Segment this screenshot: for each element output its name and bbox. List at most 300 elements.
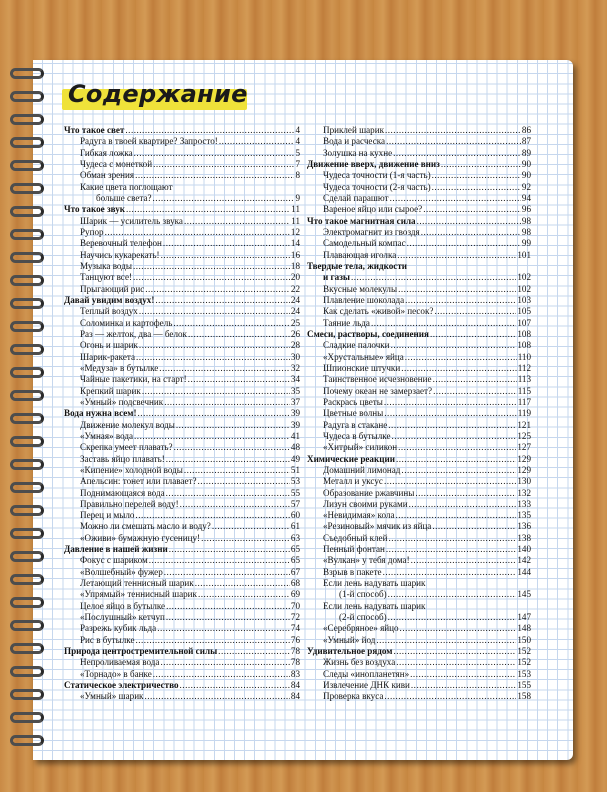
toc-page-number: 30 [290,351,300,362]
toc-page-number: 98 [521,226,531,237]
toc-page-number: 129 [517,464,531,475]
toc-leader-dots [134,148,295,159]
toc-entry [64,340,300,351]
toc-entry [307,170,531,181]
toc-leader-dots [198,476,290,487]
toc-entry-title: Огонь и шарик [80,340,138,351]
toc-section-heading [64,408,300,419]
toc-entry-title: и газы [323,272,350,283]
binding-ring [10,620,44,631]
toc-page-number: 155 [517,680,531,691]
toc-page-number: 108 [517,340,531,351]
toc-leader-dots [153,159,294,170]
toc-entry [64,601,300,612]
toc-entry-title: Крепкий шарик [80,385,141,396]
toc-entry [307,204,531,215]
toc-entry-title: Чудеса точности (1-я часть) [323,170,431,181]
toc-entry-title: Смеси, растворы, соединения [307,328,429,339]
toc-entry [64,567,300,578]
toc-leader-dots [174,442,290,453]
toc-entry-title: Что такое магнитная сила [307,215,416,226]
toc-page-number: 72 [290,612,300,623]
binding-ring [10,735,44,746]
toc-entry-title: Научись кукарекать! [80,249,160,260]
toc-page-number: 7 [295,158,300,169]
toc-leader-dots [432,521,516,532]
toc-entry-title: «Волшебный» фужер [80,566,163,577]
toc-page-number: 140 [517,544,531,555]
binding-ring [10,689,44,700]
toc-leader-dots [139,340,290,351]
toc-page-number: 24 [290,306,300,317]
toc-entry-title: Проверка вкуса [323,691,384,702]
toc-leader-dots [401,363,516,374]
toc-entry-title: «Хитрый» силикон [323,442,398,453]
toc-leader-dots [384,691,516,702]
toc-page-number: 112 [517,362,531,373]
toc-entry-title: Следы «инопланетян» [323,668,410,679]
toc-leader-dots [396,454,516,465]
toc-entry-title: Музыка воды [80,260,132,271]
toc-page-number: 99 [521,238,531,249]
toc-entry-title: Радуга в стакане [323,419,388,430]
toc-entry [64,488,300,499]
toc-entry-title: Лизун своими руками [323,498,408,509]
toc-entry-title: «Торнадо» в банке [80,668,152,679]
toc-entry [64,657,300,668]
toc-left-column [64,125,300,703]
toc-leader-dots [136,352,290,363]
toc-leader-dots [388,612,517,623]
toc-leader-dots [390,193,521,204]
toc-entry-title: Фокус с шариком [80,555,148,566]
toc-entry [64,454,300,465]
toc-entry-title: «Умный» йод [323,634,376,645]
toc-entry-title: «Хрустальные» яйца [323,351,404,362]
toc-page-number: 83 [290,668,300,679]
toc-entry [64,182,300,193]
toc-page-number: 102 [517,283,531,294]
toc-entry [64,623,300,634]
binding-ring [10,574,44,585]
toc-entry-title: Если лень надувать шарик [323,600,426,611]
toc-entry [307,363,531,374]
toc-entry-title: Чудеса точности (2-я часть) [323,181,431,192]
toc-page-number: 115 [517,385,531,396]
toc-entry [64,691,300,702]
toc-page-number: 78 [290,646,300,657]
toc-entry-title: Раз — желток, два — белок [80,328,187,339]
toc-page-number: 152 [517,646,531,657]
toc-leader-dots [201,533,290,544]
toc-page-number: 147 [517,612,531,623]
toc-leader-dots [153,669,290,680]
toc-section-heading [307,159,531,170]
toc-entry-title: (2-й способ) [339,612,387,623]
toc-entry-title: Чудеса в бутылке [323,430,391,441]
toc-page-number: 11 [291,215,300,226]
toc-page-number: 145 [517,589,531,600]
toc-entry-title: Домашний лимонад [323,464,401,475]
toc-page-number: 25 [290,317,300,328]
toc-page-number: 51 [290,464,300,475]
toc-section-heading [307,646,531,657]
toc-entry [307,578,531,589]
toc-entry [307,635,531,646]
toc-entry [307,601,531,612]
toc-leader-dots [384,397,517,408]
toc-entry [307,238,531,249]
toc-page-number: 153 [517,668,531,679]
page-title-text: Содержание [68,80,248,108]
toc-leader-dots [133,261,290,272]
toc-section-heading [307,261,531,272]
toc-entry-title: Плавление шоколада [323,294,405,305]
binding-ring [10,482,44,493]
toc-page-number: 92 [521,181,531,192]
toc-page-number: 41 [290,430,300,441]
toc-entry [307,408,531,419]
spiral-binding [10,68,50,758]
toc-entry-title: Вода нужна всем! [64,408,137,419]
toc-entry-title: Взрыв в пакете [323,566,382,577]
toc-entry-title: Чайные пакетики, на старт! [80,374,187,385]
toc-entry [64,521,300,532]
toc-entry [64,612,300,623]
toc-entry [307,465,531,476]
toc-entry-title: Таяние льда [323,317,370,328]
toc-leader-dots [434,306,516,317]
toc-entry-title: Чудеса с монеткой [80,158,153,169]
binding-ring [10,91,44,102]
toc-page-number: 136 [517,521,531,532]
toc-leader-dots [411,680,516,691]
toc-leader-dots [173,318,290,329]
toc-section-heading [307,216,531,227]
toc-page-number: 48 [290,442,300,453]
toc-entry-title: Таинственное исчезновение [323,374,432,385]
binding-ring [10,68,44,79]
toc-entry [307,250,531,261]
toc-entry-title: «Оживи» бумажную гусеницу! [80,532,201,543]
toc-leader-dots [393,646,516,657]
toc-leader-dots [166,601,290,612]
toc-entry [64,148,300,159]
toc-entry [64,578,300,589]
toc-leader-dots [155,295,290,306]
toc-page-number: 76 [290,634,300,645]
toc-entry-title: «Умный» подсвечник [80,396,164,407]
toc-entry-title: Приклей шарик [323,125,384,135]
toc-entry [64,374,300,385]
toc-leader-dots [433,386,517,397]
binding-ring [10,298,44,309]
toc-entry-title: Давай увидим воздух! [64,294,155,305]
binding-ring [10,528,44,539]
toc-entry [64,555,300,566]
toc-page-number: 78 [290,657,300,668]
toc-section-heading [307,272,531,283]
toc-entry-title: Веревочный телефон [80,238,162,249]
binding-ring [10,436,44,447]
toc-entry-title: Золушка на кухне [323,147,393,158]
toc-entry [64,261,300,272]
toc-entry [307,488,531,499]
toc-entry-title: «Кипение» холодной воды [80,464,183,475]
binding-ring [10,252,44,263]
toc-leader-dots [125,125,294,136]
toc-section-heading [64,646,300,657]
toc-entry-title: «Медуза» в бутылке [80,362,159,373]
toc-leader-dots [371,318,516,329]
toc-page-number: 127 [517,442,531,453]
toc-entry-title: Вода и расческа [323,136,386,147]
toc-page-number: 90 [521,170,531,181]
toc-leader-dots [138,408,290,419]
toc-page-number: 108 [517,328,531,339]
binding-ring [10,643,44,654]
toc-leader-dots [153,193,295,204]
toc-entry-title: Жизнь без воздуха [323,657,396,668]
binding-ring [10,321,44,332]
toc-leader-dots [135,635,289,646]
toc-entry [307,533,531,544]
toc-leader-dots [384,408,516,419]
toc-leader-dots [166,488,290,499]
toc-page-number: 39 [290,419,300,430]
toc-page-number: 105 [517,306,531,317]
binding-ring [10,275,44,286]
toc-entry [64,442,300,453]
toc-leader-dots [400,623,517,634]
toc-entry [64,363,300,374]
toc-entry-title: Образование ржавчины [323,487,415,498]
binding-ring [10,367,44,378]
toc-entry [307,306,531,317]
toc-entry [307,589,531,600]
toc-leader-dots [219,136,295,147]
toc-page-number: 94 [521,192,531,203]
toc-page-number: 26 [290,328,300,339]
toc-leader-dots [385,125,521,136]
binding-ring [10,206,44,217]
toc-leader-dots [180,499,290,510]
toc-page-number: 138 [517,532,531,543]
toc-page-number: 101 [517,249,531,260]
toc-section-heading [64,295,300,306]
toc-section-heading [307,329,531,340]
toc-entry [307,691,531,702]
toc-entry-title: Разрежь кубик льда [80,623,157,634]
toc-entry-title: Цветные волны [323,408,384,419]
toc-page-number: 24 [290,294,300,305]
toc-entry-title: «Послушный» кетчуп [80,612,165,623]
toc-entry [64,510,300,521]
toc-section-heading [64,204,300,215]
toc-section-heading [64,680,300,691]
toc-page-number: 68 [290,578,300,589]
toc-entry-title: Теплый воздух [80,306,138,317]
toc-entry [64,386,300,397]
toc-entry [64,476,300,487]
toc-entry-title: Поднимающаяся вода [80,487,165,498]
toc-entry-title: Правильно перелей воду! [80,498,179,509]
toc-entry-title: больше света? [96,192,152,203]
toc-entry-title: Металл и уксус [323,476,383,487]
binding-ring [10,551,44,562]
toc-leader-dots [161,250,290,261]
toc-leader-dots [184,216,290,227]
toc-leader-dots [212,521,290,532]
toc-entry-title: Шпионские штучки [323,362,401,373]
toc-leader-dots [386,544,516,555]
binding-ring [10,459,44,470]
toc-leader-dots [188,374,290,385]
toc-entry-title: Давление в нашей жизни [64,544,168,555]
toc-leader-dots [405,295,516,306]
toc-page-number: 57 [290,498,300,509]
toc-leader-dots [135,510,289,521]
binding-ring [10,597,44,608]
toc-page-number: 4 [295,125,300,135]
toc-entry [64,272,300,283]
toc-leader-dots [393,148,521,159]
toc-entry [307,623,531,634]
toc-leader-dots [411,555,517,566]
toc-leader-dots [388,420,516,431]
toc-entry-title: Плавающая иголка [323,249,397,260]
toc-leader-dots [441,159,521,170]
toc-entry-title: Вареное яйцо или сырое? [323,204,423,215]
toc-section-heading [307,454,531,465]
toc-leader-dots [398,442,516,453]
toc-page-number: 102 [517,272,531,283]
toc-leader-dots [198,589,290,600]
toc-page-number: 5 [295,147,300,158]
toc-entry [307,193,531,204]
toc-entry-title: «Вулкан» у тебя дома! [323,555,410,566]
toc-entry [64,465,300,476]
toc-entry [307,386,531,397]
toc-page-number: 9 [295,192,300,203]
toc-leader-dots [430,329,516,340]
toc-entry-title: Вкусные молекулы [323,283,398,294]
toc-leader-dots [159,363,290,374]
toc-entry-title: Почему океан не замерзает? [323,385,433,396]
toc-entry [307,374,531,385]
toc-page-number: 135 [517,510,531,521]
toc-page-number: 117 [517,396,531,407]
toc-page-number: 125 [517,430,531,441]
toc-leader-dots [135,170,294,181]
toc-entry [307,657,531,668]
toc-page-number: 61 [290,521,300,532]
toc-entry [307,148,531,159]
toc-leader-dots [134,431,290,442]
toc-page-number: 133 [517,498,531,509]
toc-entry-title: Химические реакции [307,453,395,464]
toc-entry [64,589,300,600]
toc-entry [307,227,531,238]
toc-section-heading [64,125,300,136]
toc-section-heading [64,544,300,555]
toc-page-number: 144 [517,566,531,577]
toc-entry-title: Что такое свет [64,125,125,135]
toc-leader-dots [164,397,290,408]
toc-page-number: 32 [290,362,300,373]
toc-entry [307,420,531,431]
toc-leader-dots [398,284,516,295]
toc-page-number: 142 [517,555,531,566]
toc-leader-dots [145,284,290,295]
toc-entry-title: Гибкая ложка [80,147,133,158]
toc-leader-dots [105,227,290,238]
toc-entry-title: «Упрямый» теннисный шарик [80,589,197,600]
toc-leader-dots [432,170,521,181]
toc-leader-dots [423,204,521,215]
toc-page-number: 119 [517,408,531,419]
toc-leader-dots [160,657,289,668]
toc-entry-title: Какие цвета поглощают [80,181,173,192]
toc-page-number: 107 [517,317,531,328]
toc-page-number: 103 [517,294,531,305]
toc-entry [307,555,531,566]
toc-leader-dots [195,578,290,589]
toc-page-number: 96 [521,204,531,215]
toc-entry [307,318,531,329]
toc-leader-dots [407,238,521,249]
toc-entry-title: Самодельный компас [323,238,406,249]
toc-page-number: 35 [290,385,300,396]
toc-leader-dots [166,612,290,623]
toc-entry [307,476,531,487]
toc-entry-title: Как сделать «живой» песок? [323,306,434,317]
toc-leader-dots [149,555,290,566]
toc-page-number: 28 [290,340,300,351]
toc-entry-title: Танцуют все! [80,272,133,283]
toc-leader-dots [169,544,290,555]
toc-leader-dots [157,623,290,634]
binding-ring [10,505,44,516]
toc-leader-dots [421,227,521,238]
toc-entry [307,442,531,453]
binding-ring [10,413,44,424]
toc-page-number: 22 [290,283,300,294]
toc-entry-title: Можно ли смешать масло и воду? [80,521,211,532]
toc-page-number: 16 [290,249,300,260]
toc-entry-title: Апельсин: тонет или плавает? [80,476,197,487]
toc-entry-title: Если лень надувать шарик [323,578,426,589]
page-title [68,80,248,108]
toc-leader-dots [384,476,516,487]
toc-entry [64,193,300,204]
toc-entry [64,136,300,147]
toc-leader-dots [176,420,290,431]
toc-entry-title: Соломинка и картофель [80,317,173,328]
toc-leader-dots [218,646,290,657]
toc-entry [64,227,300,238]
toc-leader-dots [396,657,516,668]
toc-entry [307,340,531,351]
toc-entry [64,431,300,442]
toc-entry-title: Обман зрения [80,170,135,181]
toc-entry [307,669,531,680]
binding-ring [10,183,44,194]
toc-leader-dots [391,340,517,351]
toc-entry [307,125,531,136]
toc-page-number: 12 [290,226,300,237]
toc-entry-title: Удивительное рядом [307,646,393,657]
